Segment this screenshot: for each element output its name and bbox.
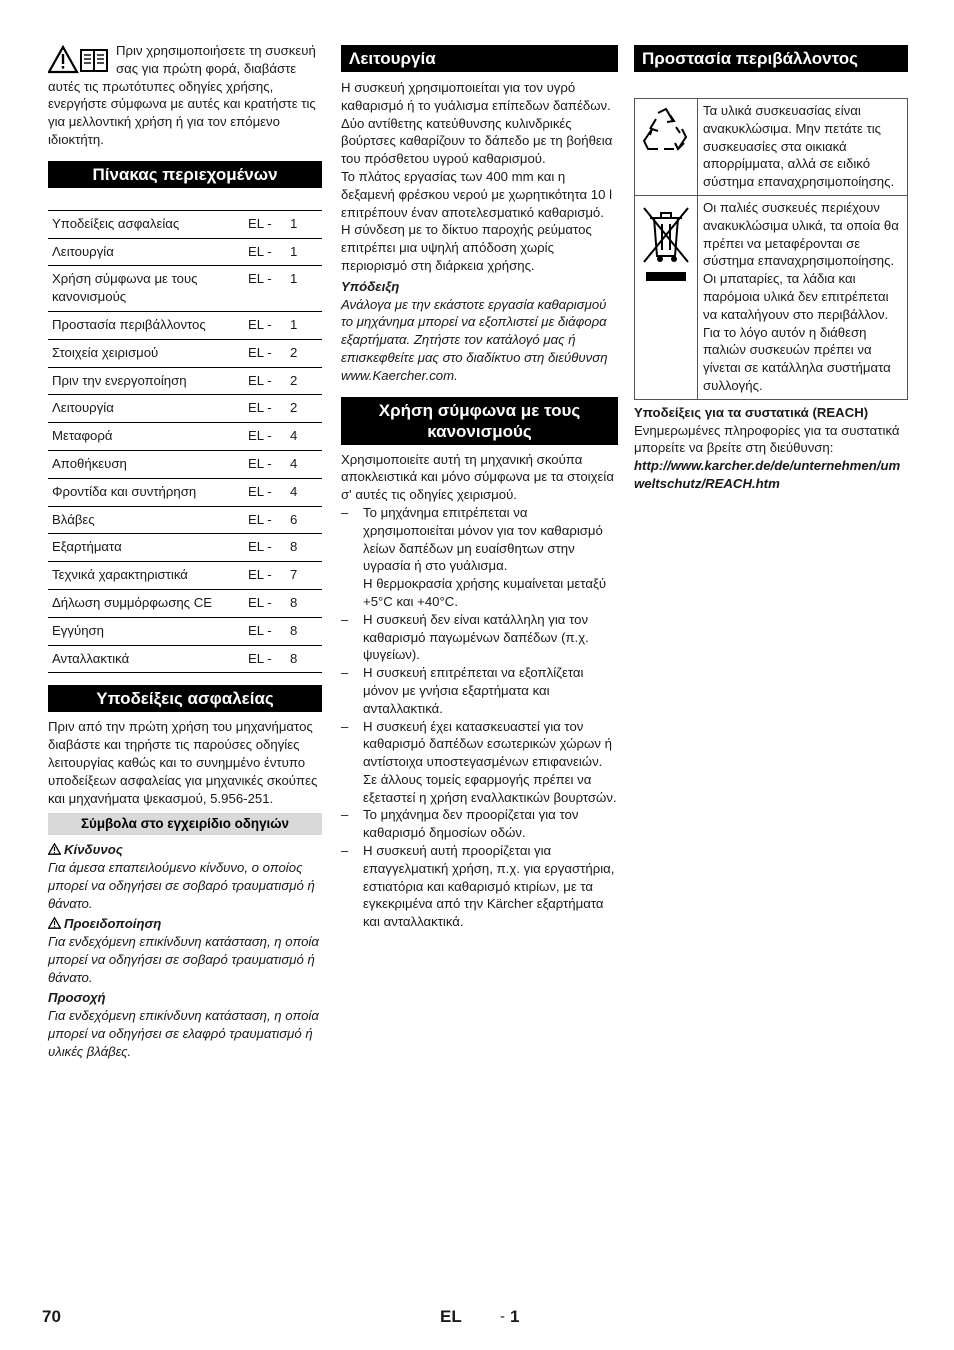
toc-code: EL -	[248, 506, 286, 534]
intended-use-list	[341, 504, 618, 931]
toc-heading: Πίνακας περιεχομένων	[48, 161, 322, 188]
toc-code: EL -	[248, 339, 286, 367]
toc-code: EL -	[248, 589, 286, 617]
symbols-heading: Σύμβολα στο εγχειρίδιο οδηγιών	[48, 813, 322, 835]
toc-page: 2	[286, 367, 322, 395]
toc-code: EL -	[248, 478, 286, 506]
warning-label-row	[48, 915, 322, 933]
recycling-icon	[640, 105, 692, 157]
toc-code: EL -	[248, 562, 286, 590]
toc-table	[48, 210, 322, 674]
toc-title: Βλάβες	[48, 506, 248, 534]
toc-code: EL -	[248, 395, 286, 423]
reach-text: Ενημερωμένες πληροφορίες για τα συστατικά μπορείτε να βρείτε στη διεύθυνση:	[634, 422, 900, 456]
toc-code: EL -	[248, 645, 286, 673]
warning-label: Προειδοποίηση	[64, 916, 162, 932]
toc-title: Μεταφορά	[48, 423, 248, 451]
toc-page: 1	[286, 210, 322, 238]
table-row	[48, 450, 322, 478]
column-left	[48, 40, 322, 1061]
crossed-bin-icon	[640, 202, 692, 282]
toc-title: Φροντίδα και συντήρηση	[48, 478, 248, 506]
toc-page: 8	[286, 589, 322, 617]
toc-page: 4	[286, 423, 322, 451]
toc-title: Στοιχεία χειρισμού	[48, 339, 248, 367]
danger-label: Κίνδυνος	[64, 842, 123, 858]
toc-title: Πριν την ενεργοποίηση	[48, 367, 248, 395]
table-row	[48, 395, 322, 423]
function-p4: Η σύνδεση με το δίκτυο παροχής ρεύματος επιτρέπει μια υψηλή απόδοση χωρίς περιορισμό στη διάρκεια χρήσης.	[341, 222, 592, 273]
toc-code: EL -	[248, 210, 286, 238]
toc-page: 1	[286, 266, 322, 312]
toc-page: 8	[286, 617, 322, 645]
caution-text: Για ενδεχόμενη επικίνδυνη κατάσταση, η οποία μπορεί να οδηγήσει σε ελαφρό τραυματισμό ή υλικές βλάβες.	[48, 1008, 319, 1059]
intro-block	[48, 42, 322, 149]
toc-page: 1	[286, 311, 322, 339]
table-row	[48, 311, 322, 339]
toc-code: EL -	[248, 423, 286, 451]
list-item: – Το μηχάνημα δεν προορίζεται για τον καθαρισμό δημοσίων οδών.	[341, 806, 618, 842]
toc-code: EL -	[248, 450, 286, 478]
table-row	[48, 506, 322, 534]
toc-title: Προστασία περιβάλλοντος	[48, 311, 248, 339]
table-row	[48, 617, 322, 645]
toc-title: Ανταλλακτικά	[48, 645, 248, 673]
toc-title: Τεχνικά χαρακτηριστικά	[48, 562, 248, 590]
toc-page: 2	[286, 339, 322, 367]
intended-use-heading: Χρήση σύμφωνα με τους κανονισμούς	[341, 397, 618, 445]
table-row	[48, 210, 322, 238]
caution-label: Προσοχή	[48, 990, 106, 1006]
toc-page: 1	[286, 238, 322, 266]
column-right	[634, 45, 908, 493]
footer-sub-page: 1	[510, 1307, 520, 1326]
toc-title: Αποθήκευση	[48, 450, 248, 478]
list-item: – Η συσκευή επιτρέπεται να εξοπλίζεται μόνον με γνήσια εξαρτήματα και ανταλλακτικά.	[341, 664, 618, 717]
warning-triangle-icon	[48, 917, 61, 929]
toc-title: Εξαρτήματα	[48, 534, 248, 562]
list-item: – Η συσκευή αυτή προορίζεται για επαγγελματική χρήση, π.χ. για εργαστήρια, εστιατόρια και καθαρισμό κτιρίων, με τα εγκεκριμένα από την Kärcher εξαρτήματα και ανταλλακτικά.	[341, 842, 618, 931]
function-heading: Λειτουργία	[341, 45, 618, 72]
table-row	[48, 589, 322, 617]
table-row	[48, 478, 322, 506]
toc-title: Λειτουργία	[48, 395, 248, 423]
recycling-text: Τα υλικά συσκευασίας είναι ανακυκλώσιμα. Μην πετάτε τις συσκευασίες στα οικιακά απορρίμματα, αλλά σε ειδικό σύστημα επαναχρησιμοποίησης.	[698, 99, 908, 196]
page-number: 70	[42, 1307, 61, 1326]
list-item: – Η συσκευή δεν είναι κατάλληλη για τον καθαρισμό παγωμένων δαπέδων (π.χ. ψυγείων).	[341, 611, 618, 664]
toc-page: 8	[286, 645, 322, 673]
toc-page: 6	[286, 506, 322, 534]
warning-manual-icons	[48, 45, 110, 75]
toc-title: Χρήση σύμφωνα με τους κανονισμούς	[48, 266, 248, 312]
toc-title: Δήλωση συμμόρφωσης CE	[48, 589, 248, 617]
toc-page: 7	[286, 562, 322, 590]
manual-book-icon	[81, 50, 107, 71]
table-row	[48, 266, 322, 312]
danger-text: Για άμεσα επαπειλούμενο κίνδυνο, ο οποίος μπορεί να οδηγήσει σε σοβαρό τραυματισμό ή θάνατο.	[48, 859, 315, 911]
note-label: Υπόδειξη	[341, 278, 400, 294]
function-p3: Το πλάτος εργασίας των 400 mm και η δεξαμενή φρέσκου νερού με χωρητικότητα 10 l επιτρέπουν έναν αποτελεσματικό καθαρισμό.	[341, 168, 613, 220]
reach-heading: Υποδείξεις για τα συστατικά (REACH)	[634, 404, 869, 420]
intended-use-intro: Χρησιμοποιείτε αυτή τη μηχανική σκούπα αποκλειστικά και μόνο σύμφωνα με τα στοιχεία σ' αυτές τις οδηγίες χειρισμού.	[341, 451, 614, 503]
function-p1: Η συσκευή χρησιμοποιείται για τον υγρό καθαρισμό ή το γυάλισμα επίπεδων δαπέδων.	[341, 80, 611, 113]
safety-body: Πριν από την πρώτη χρήση του μηχανήματος διαβάστε και τηρήστε τις παρούσες οδηγίες λειτουργίας καθώς και το συνημμένο έντυπο υποδείξεων ασφαλείας για μηχανικές σκούπες και μηχανήματα ψεκασμού, 5.956-251.	[48, 719, 318, 806]
list-item: – Το μηχάνημα επιτρέπεται να χρησιμοποιείται μόνον για τον καθαρισμό λείων δαπέδων μη ευαίσθητων στην υγρασία ή στο γυάλισμα. Η θερμοκρασία χρήσης κυμαίνεται μεταξύ +5°C και +40°C.	[341, 504, 618, 611]
list-item: – Η συσκευή έχει κατασκευαστεί για τον καθαρισμό δαπέδων εσωτερικών χώρων ή αντίστοιχα υποστεγασμένων επιφανειών. Σε άλλους τομείς εφαρμογής πρέπει να εξεταστεί η χρήση εναλλακτικών βουρτσών.	[341, 718, 618, 807]
safety-heading: Υποδείξεις ασφαλείας	[48, 685, 322, 712]
table-row	[48, 339, 322, 367]
toc-title: Λειτουργία	[48, 238, 248, 266]
warning-text: Για ενδεχόμενη επικίνδυνη κατάσταση, η οποία μπορεί να οδηγήσει σε σοβαρό τραυματισμό ή θάνατο.	[48, 934, 319, 985]
toc-code: EL -	[248, 266, 286, 312]
toc-title: Εγγύηση	[48, 617, 248, 645]
toc-code: EL -	[248, 534, 286, 562]
toc-code: EL -	[248, 238, 286, 266]
intro-text: Πριν χρησιμοποιήσετε τη συσκευή σας για πρώτη φορά, διαβάστε αυτές τις πρωτότυπες οδηγίες χρήσης, ενεργήστε σύμφωνα με αυτές και κρατήστε τις για μελλοντική χρήση ή για τον επόμενο ιδιοκτήτη.	[48, 43, 316, 147]
warning-triangle-icon	[48, 45, 110, 75]
reach-link[interactable]: http://www.karcher.de/de/unternehmen/umweltschutz/REACH.htm	[634, 458, 901, 491]
table-row	[48, 423, 322, 451]
toc-page: 4	[286, 478, 322, 506]
table-row	[48, 367, 322, 395]
toc-code: EL -	[248, 617, 286, 645]
table-row	[48, 562, 322, 590]
toc-title: Υποδείξεις ασφαλείας	[48, 210, 248, 238]
toc-page: 4	[286, 450, 322, 478]
footer-separator: -	[500, 1308, 505, 1325]
note-text: Ανάλογα με την εκάστοτε εργασία καθαρισμού το μηχάνημα μπορεί να εξοπλιστεί με διάφορα εξαρτήματα. Ζητήστε τον κατάλογό μας ή επισκεφθείτε μας στο διαδίκτυο στη διεύθυνση www.Kaercher.com.	[341, 296, 608, 383]
column-middle	[341, 45, 618, 931]
environment-heading: Προστασία περιβάλλοντος	[634, 45, 908, 72]
footer-lang: EL	[440, 1307, 462, 1326]
table-row	[635, 195, 908, 399]
environment-table	[634, 98, 908, 400]
toc-code: EL -	[248, 367, 286, 395]
table-row	[48, 534, 322, 562]
danger-label-row	[48, 841, 322, 859]
function-p2: Δύο αντίθετης κατεύθυνσης κυλινδρικές βούρτσες καθαρίζουν το δάπεδο με τη βοήθεια του πρόσθετου υγρού καθαρισμού.	[341, 115, 613, 167]
table-row	[48, 645, 322, 673]
table-row	[635, 99, 908, 196]
toc-page: 2	[286, 395, 322, 423]
toc-code: EL -	[248, 311, 286, 339]
toc-page: 8	[286, 534, 322, 562]
table-row	[48, 238, 322, 266]
weee-text: Οι παλιές συσκευές περιέχουν ανακυκλώσιμα υλικά, τα οποία θα πρέπει να μεταφέρονται σε σύστημα επαναχρησιμοποίησης. Οι μπαταρίες, τα λάδια και παρόμοια υλικά δεν επιτρέπεται να καταλήγουν στο περιβάλλον. Για το λόγο αυτόν η διάθεση παλιών συσκευών πρέπει να γίνεται σε κατάλληλα συστήματα συλλογής.	[698, 195, 908, 399]
warning-triangle-icon	[48, 843, 61, 855]
